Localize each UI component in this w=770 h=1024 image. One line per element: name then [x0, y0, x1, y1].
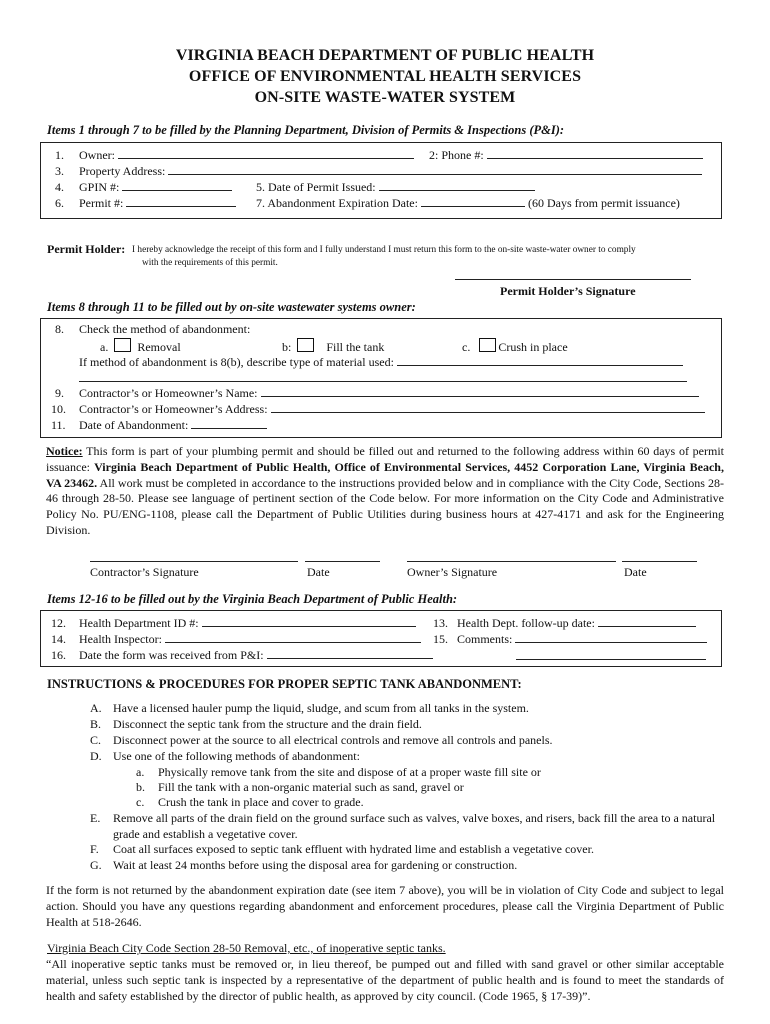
material-field-2[interactable]: [79, 370, 687, 382]
contractor-name-field[interactable]: [261, 385, 699, 397]
permit-holder-ack-line2: with the requirements of this permit.: [142, 258, 278, 268]
permit-holder-signature-line[interactable]: [455, 279, 691, 280]
comments-field[interactable]: [515, 631, 707, 643]
item-gpin: 4. GPIN #:: [55, 179, 232, 196]
contractor-date-label: Date: [307, 565, 330, 579]
item-material: If method of abandonment is 8(b), describe type of material used:: [79, 354, 683, 371]
permit-holder-ack-line1: I hereby acknowledge the receipt of this form and I fully understand I must return this form to the on-site waste-water owner to comply: [132, 245, 636, 255]
item-contractor-address: 10. Contractor’s or Homeowner’s Address:: [51, 401, 705, 418]
contractor-date-line[interactable]: [305, 561, 380, 562]
fill-tank-checkbox[interactable]: [297, 338, 314, 352]
instruction-e-letter: E.: [90, 811, 101, 825]
property-address-field[interactable]: [168, 163, 702, 175]
item-health-id: 12. Health Department ID #:: [51, 615, 416, 632]
owner-signature-line[interactable]: [407, 561, 616, 562]
item-contractor-name: 9. Contractor’s or Homeowner’s Name:: [55, 385, 699, 402]
health-inspector-field[interactable]: [165, 631, 421, 643]
violation-paragraph: If the form is not returned by the abandonment expiration date (see item 7 above), you will be in violation of City Code and subject to legal action. Should you have any questions regarding abandonment and enforcement procedures, please call the Virginia Department of Public Health at 518-2646.: [46, 883, 724, 929]
crush-checkbox[interactable]: [479, 338, 496, 352]
item-comments: 15. Comments:: [433, 631, 707, 648]
owner-date-label: Date: [624, 565, 647, 579]
date-received-field[interactable]: [267, 647, 433, 659]
item-property-address: 3. Property Address:: [55, 163, 702, 180]
item-health-inspector: 14. Health Inspector:: [51, 631, 421, 648]
item-phone: 2: Phone #:: [429, 147, 703, 164]
health-id-field[interactable]: [202, 615, 416, 627]
item-permit-number: 6. Permit #:: [55, 195, 236, 212]
instructions-heading: INSTRUCTIONS & PROCEDURES FOR PROPER SEPTIC TANK ABANDONMENT:: [47, 677, 522, 691]
item-owner: 1. Owner:: [55, 147, 414, 164]
owner-field[interactable]: [118, 147, 414, 159]
option-crush-in-place[interactable]: c. Crush in place: [462, 340, 568, 354]
title-line-1: VIRGINIA BEACH DEPARTMENT OF PUBLIC HEALTH: [175, 47, 595, 64]
notice-paragraph: Notice: This form is part of your plumbing permit and should be filled out and returned to the following address within 60 days of permit issuance: Virginia Beach Department of Public Health, Office of Environmental Services, 4452 Corporation Lane, Virginia Beach, VA 23462. All work must be completed in accordance to the instructions provided below and in compliance with the City Code, Sections 28-46 through 28-50. Please see language of pertinent section of the Code below. For more information on the City Code and Administrative Policy No. PU/ENG-1108, please call the Department of Public Utilities during business hours at 427-4171 and ask for the Engineering Division.: [46, 444, 724, 537]
instruction-a: A. Have a licensed hauler pump the liquid, sludge, and scum from all tanks in the system.: [90, 701, 529, 715]
permit-holder-signature-label: Permit Holder’s Signature: [500, 284, 636, 298]
permit-number-field[interactable]: [126, 195, 236, 207]
option-removal[interactable]: a. Removal: [100, 340, 181, 354]
item-date-abandonment: 11. Date of Abandonment:: [51, 417, 267, 434]
permit-holder-label: Permit Holder:: [47, 242, 126, 256]
title-line-2: OFFICE OF ENVIRONMENTAL HEALTH SERVICES: [188, 68, 582, 85]
expiration-date-field[interactable]: [421, 195, 525, 207]
owner-date-line[interactable]: [622, 561, 697, 562]
phone-field[interactable]: [487, 147, 703, 159]
material-field[interactable]: [397, 354, 683, 366]
section3-heading: Items 12-16 to be filled out by the Virginia Beach Department of Public Health:: [47, 592, 458, 606]
title-line-3: ON-SITE WASTE-WATER SYSTEM: [254, 89, 516, 106]
item-date-received: 16. Date the form was received from P&I:: [51, 647, 433, 664]
item-check-method: 8. Check the method of abandonment:: [55, 322, 251, 336]
section2-heading: Items 8 through 11 to be filled out by on-site wastewater systems owner:: [47, 300, 416, 314]
gpin-field[interactable]: [122, 179, 232, 191]
instruction-d: D. Use one of the following methods of abandonment:: [90, 749, 360, 763]
section1-heading: Items 1 through 7 to be filled by the Planning Department, Division of Permits & Inspections (P&I):: [47, 123, 565, 137]
instruction-g: G. Wait at least 24 months before using the disposal area for gardening or construction.: [90, 858, 518, 872]
item-permit-issued: 5. Date of Permit Issued:: [256, 179, 535, 196]
removal-checkbox[interactable]: [114, 338, 131, 352]
city-code-title: Virginia Beach City Code Section 28-50 Removal, etc., of inoperative septic tanks.: [47, 941, 446, 955]
instruction-f: F. Coat all surfaces exposed to septic tank effluent with hydrated lime and establish a vegetative cover.: [90, 842, 594, 856]
item-expiration-date: 7. Abandonment Expiration Date: (60 Days from permit issuance): [256, 196, 680, 210]
date-abandonment-field[interactable]: [191, 417, 267, 429]
instruction-c: C. Disconnect power at the source to all electrical controls and remove all controls and panels.: [90, 733, 553, 747]
contractor-address-field[interactable]: [271, 401, 705, 413]
option-fill-tank[interactable]: b: Fill the tank: [282, 340, 385, 354]
permit-issued-field[interactable]: [379, 179, 535, 191]
city-code-text: “All inoperative septic tanks must be removed or, in lieu thereof, be pumped out and filled with sand gravel or other similar acceptable material, unless such septic tank is inspected by a representative of the department of public health and is found to meet the standards of health and safety established by the director of public health, as approved by city council. (Code 1965, § 17-39)”.: [46, 957, 724, 1003]
comments-field-2[interactable]: [516, 648, 706, 660]
instruction-d-b: b. Fill the tank with a non-organic material such as sand, gravel or: [136, 780, 464, 794]
instruction-d-a: a. Physically remove tank from the site and dispose of at a proper waste fill site or: [136, 765, 541, 779]
owner-signature-label: Owner’s Signature: [407, 565, 498, 579]
instruction-e: Remove all parts of the drain field on the ground surface such as valves, valve boxes, and risers, back fill the area to a natural grade and establish a vegetative cover.: [113, 811, 716, 841]
contractor-signature-line[interactable]: [90, 561, 298, 562]
contractor-signature-label: Contractor’s Signature: [90, 565, 199, 579]
followup-date-field[interactable]: [598, 615, 696, 627]
instruction-b: B. Disconnect the septic tank from the structure and the drain field.: [90, 717, 422, 731]
item-followup-date: 13. Health Dept. follow-up date:: [433, 615, 696, 632]
instruction-d-c: c. Crush the tank in place and cover to grade.: [136, 795, 364, 809]
